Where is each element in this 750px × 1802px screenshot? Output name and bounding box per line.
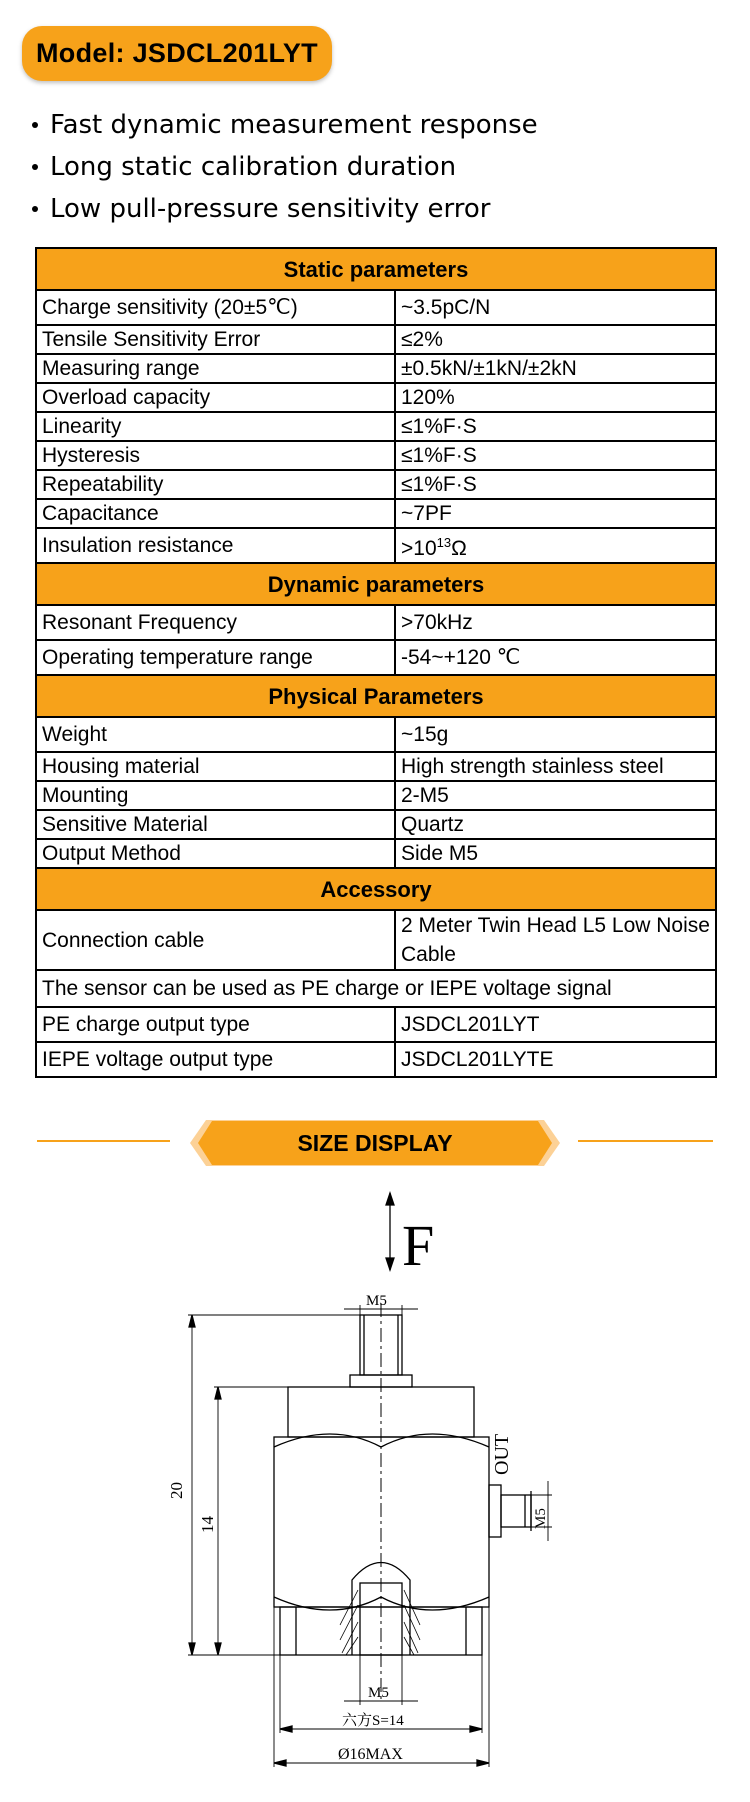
size-display-title: SIZE DISPLAY: [297, 1130, 453, 1156]
bullet-icon: [32, 164, 38, 170]
table-row: PE charge output type JSDCL201LYT: [36, 1007, 716, 1042]
table-row: Operating temperature range -54~+120 ℃: [36, 640, 716, 675]
table-row: Housing material High strength stainless steel: [36, 752, 716, 781]
feature-item: Low pull-pressure sensitivity error: [30, 188, 538, 230]
section-header-static: Static parameters: [36, 248, 716, 290]
bottom-thread-label: M5: [368, 1685, 389, 1701]
model-badge: [22, 26, 332, 81]
table-row: Sensitive Material Quartz: [36, 810, 716, 839]
table-row: Tensile Sensitivity Error ≤2%: [36, 325, 716, 354]
table-row: Insulation resistance $>10^{13}\Omega$: [36, 528, 716, 563]
model-label: Model: JSDCL201LYT: [36, 38, 318, 68]
feature-item: Long static calibration duration: [30, 146, 538, 188]
feature-item: Fast dynamic measurement response: [30, 104, 538, 146]
size-display-banner: [190, 1118, 560, 1168]
table-row: IEPE voltage output type JSDCL201LYTE: [36, 1042, 716, 1077]
force-arrow-down-icon: [386, 1258, 394, 1270]
table-note-row: The sensor can be used as PE charge or IEPE voltage signal: [36, 970, 716, 1007]
table-row: Overload capacity 120%: [36, 383, 716, 412]
side-connector-base: [489, 1485, 501, 1537]
table-row: Resonant Frequency >70kHz: [36, 605, 716, 640]
dimension-drawing: [167, 1185, 600, 1795]
section-header-accessory: Accessory: [36, 868, 716, 910]
table-row: Measuring range ±0.5kN/±1kN/±2kN: [36, 354, 716, 383]
side-thread-label: M5: [533, 1508, 549, 1529]
divider-left: [37, 1140, 170, 1142]
top-thread-label: M5: [366, 1293, 387, 1309]
bullet-icon: [32, 206, 38, 212]
table-row: Capacitance ~7PF: [36, 499, 716, 528]
table-row: Mounting 2-M5: [36, 781, 716, 810]
table-row: Weight ~15g: [36, 717, 716, 752]
height-total-label: 20: [167, 1482, 186, 1499]
diameter-label: Ø16MAX: [338, 1746, 403, 1763]
height-body-label: 14: [198, 1516, 217, 1533]
feature-list: [30, 104, 538, 230]
table-row: Charge sensitivity (20±5℃) ~3.5pC/N: [36, 290, 716, 325]
section-header-dynamic: Dynamic parameters: [36, 563, 716, 605]
section-header-physical: Physical Parameters: [36, 675, 716, 717]
spec-table: [35, 247, 717, 1078]
insulation-value: $>10^{13}\Omega$: [395, 528, 716, 563]
out-label: OUT: [491, 1433, 513, 1475]
divider-right: [578, 1140, 713, 1142]
bullet-icon: [32, 122, 38, 128]
side-connector: [501, 1495, 531, 1527]
table-row: Hysteresis ≤1%F·S: [36, 441, 716, 470]
table-row: Repeatability ≤1%F·S: [36, 470, 716, 499]
force-arrow-up-icon: [386, 1193, 394, 1205]
hex-label: 六方S=14: [342, 1713, 404, 1729]
table-row: Output Method Side M5: [36, 839, 716, 868]
force-label: F: [402, 1213, 435, 1278]
table-row: Connection cable 2 Meter Twin Head L5 Low Noise Cable: [36, 910, 716, 970]
table-row: Linearity ≤1%F·S: [36, 412, 716, 441]
